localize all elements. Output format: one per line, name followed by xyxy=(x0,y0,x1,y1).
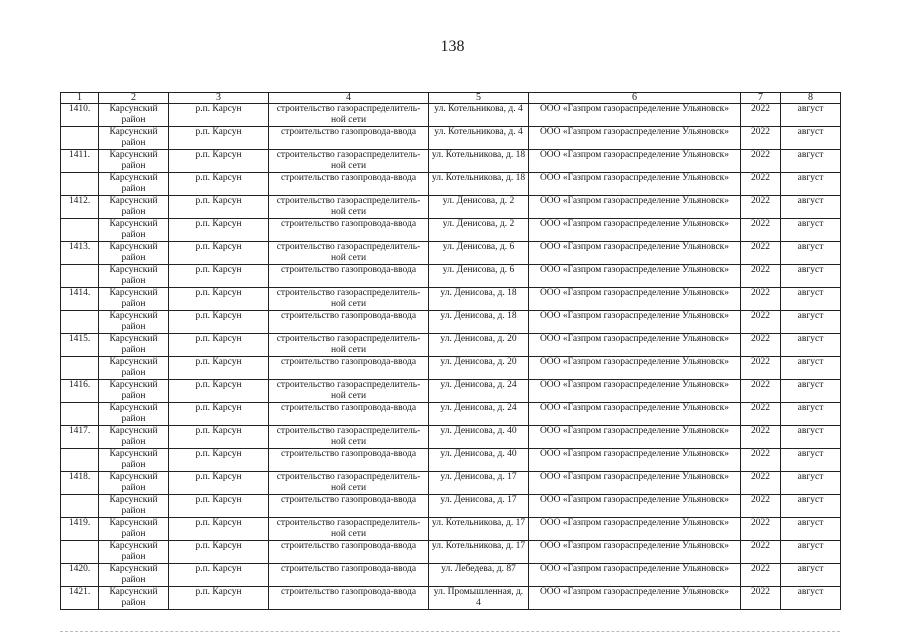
cell-year: 2022 xyxy=(741,127,781,150)
cell-number: 1410. xyxy=(61,104,99,127)
cell-number: 1416. xyxy=(61,380,99,403)
cell-address: ул. Денисова, д. 17 xyxy=(429,472,529,495)
column-header: 4 xyxy=(269,93,429,104)
cell-year: 2022 xyxy=(741,104,781,127)
page-edge-line xyxy=(60,631,840,632)
table-row xyxy=(61,219,841,242)
cell-locality: р.п. Карсун xyxy=(169,380,269,403)
column-header: 6 xyxy=(529,93,741,104)
cell-month: август xyxy=(781,150,841,173)
cell-work-type: строительство газопровода-ввода xyxy=(269,587,429,610)
cell-organization: ООО «Газпром газораспределение Ульяновск» xyxy=(529,380,741,403)
cell-address: ул. Промышленная, д. 4 xyxy=(429,587,529,610)
cell-year: 2022 xyxy=(741,242,781,265)
table-row xyxy=(61,127,841,150)
cell-month: август xyxy=(781,242,841,265)
cell-number xyxy=(61,541,99,564)
cell-district: Карсунский район xyxy=(99,403,169,426)
cell-address: ул. Котельникова, д. 18 xyxy=(429,150,529,173)
table-row xyxy=(61,150,841,173)
cell-address: ул. Денисова, д. 6 xyxy=(429,242,529,265)
cell-address: ул. Котельникова, д. 17 xyxy=(429,541,529,564)
cell-number xyxy=(61,265,99,288)
table-row xyxy=(61,311,841,334)
cell-work-type: строительство газопровода-ввода xyxy=(269,219,429,242)
cell-organization: ООО «Газпром газораспределение Ульяновск» xyxy=(529,127,741,150)
cell-work-type: строительство газопровода-ввода xyxy=(269,357,429,380)
cell-number xyxy=(61,219,99,242)
cell-address: ул. Денисова, д. 40 xyxy=(429,426,529,449)
table-row xyxy=(61,587,841,610)
table-row xyxy=(61,265,841,288)
cell-number xyxy=(61,127,99,150)
cell-number: 1417. xyxy=(61,426,99,449)
cell-organization: ООО «Газпром газораспределение Ульяновск» xyxy=(529,472,741,495)
column-header: 2 xyxy=(99,93,169,104)
cell-district: Карсунский район xyxy=(99,426,169,449)
cell-district: Карсунский район xyxy=(99,104,169,127)
cell-locality: р.п. Карсун xyxy=(169,196,269,219)
cell-district: Карсунский район xyxy=(99,242,169,265)
cell-year: 2022 xyxy=(741,357,781,380)
cell-month: август xyxy=(781,196,841,219)
cell-address: ул. Денисова, д. 24 xyxy=(429,380,529,403)
cell-address: ул. Котельникова, д. 4 xyxy=(429,104,529,127)
cell-address: ул. Денисова, д. 2 xyxy=(429,219,529,242)
cell-address: ул. Денисова, д. 20 xyxy=(429,334,529,357)
cell-district: Карсунский район xyxy=(99,495,169,518)
cell-organization: ООО «Газпром газораспределение Ульяновск» xyxy=(529,449,741,472)
cell-number: 1415. xyxy=(61,334,99,357)
table-row xyxy=(61,196,841,219)
cell-district: Карсунский район xyxy=(99,265,169,288)
table-row xyxy=(61,242,841,265)
cell-district: Карсунский район xyxy=(99,334,169,357)
cell-year: 2022 xyxy=(741,150,781,173)
cell-year: 2022 xyxy=(741,518,781,541)
cell-month: август xyxy=(781,219,841,242)
table-row xyxy=(61,380,841,403)
cell-month: август xyxy=(781,472,841,495)
cell-organization: ООО «Газпром газораспределение Ульяновск» xyxy=(529,403,741,426)
cell-organization: ООО «Газпром газораспределение Ульяновск» xyxy=(529,265,741,288)
table-body xyxy=(61,104,841,610)
cell-address: ул. Денисова, д. 6 xyxy=(429,265,529,288)
cell-organization: ООО «Газпром газораспределение Ульяновск» xyxy=(529,541,741,564)
cell-district: Карсунский район xyxy=(99,311,169,334)
cell-address: ул. Денисова, д. 20 xyxy=(429,357,529,380)
cell-district: Карсунский район xyxy=(99,196,169,219)
cell-district: Карсунский район xyxy=(99,380,169,403)
cell-year: 2022 xyxy=(741,426,781,449)
cell-work-type: строительство газораспределитель-ной сети xyxy=(269,518,429,541)
cell-address: ул. Лебедева, д. 87 xyxy=(429,564,529,587)
cell-month: август xyxy=(781,403,841,426)
cell-work-type: строительство газопровода-ввода xyxy=(269,311,429,334)
cell-district: Карсунский район xyxy=(99,127,169,150)
cell-address: ул. Денисова, д. 18 xyxy=(429,311,529,334)
cell-work-type: строительство газопровода-ввода xyxy=(269,564,429,587)
cell-work-type: строительство газораспределитель-ной сети xyxy=(269,472,429,495)
header-row xyxy=(61,93,841,104)
table-row xyxy=(61,357,841,380)
cell-number xyxy=(61,495,99,518)
table-row xyxy=(61,495,841,518)
cell-district: Карсунский район xyxy=(99,219,169,242)
cell-district: Карсунский район xyxy=(99,518,169,541)
cell-number xyxy=(61,403,99,426)
cell-work-type: строительство газораспределитель-ной сети xyxy=(269,196,429,219)
cell-year: 2022 xyxy=(741,173,781,196)
cell-year: 2022 xyxy=(741,541,781,564)
cell-work-type: строительство газораспределитель-ной сети xyxy=(269,380,429,403)
cell-district: Карсунский район xyxy=(99,357,169,380)
cell-locality: р.п. Карсун xyxy=(169,564,269,587)
column-header: 5 xyxy=(429,93,529,104)
cell-work-type: строительство газораспределитель-ной сети xyxy=(269,288,429,311)
cell-work-type: строительство газопровода-ввода xyxy=(269,403,429,426)
cell-locality: р.п. Карсун xyxy=(169,265,269,288)
cell-year: 2022 xyxy=(741,219,781,242)
cell-work-type: строительство газораспределитель-ной сети xyxy=(269,242,429,265)
cell-organization: ООО «Газпром газораспределение Ульяновск» xyxy=(529,288,741,311)
cell-organization: ООО «Газпром газораспределение Ульяновск» xyxy=(529,196,741,219)
table-row xyxy=(61,426,841,449)
cell-work-type: строительство газопровода-ввода xyxy=(269,495,429,518)
cell-year: 2022 xyxy=(741,380,781,403)
table-row xyxy=(61,518,841,541)
cell-month: август xyxy=(781,334,841,357)
cell-address: ул. Котельникова, д. 18 xyxy=(429,173,529,196)
cell-district: Карсунский район xyxy=(99,587,169,610)
cell-year: 2022 xyxy=(741,265,781,288)
cell-year: 2022 xyxy=(741,288,781,311)
cell-locality: р.п. Карсун xyxy=(169,541,269,564)
cell-month: август xyxy=(781,564,841,587)
table-row xyxy=(61,334,841,357)
cell-year: 2022 xyxy=(741,403,781,426)
cell-year: 2022 xyxy=(741,311,781,334)
cell-month: август xyxy=(781,518,841,541)
cell-work-type: строительство газораспределитель-ной сети xyxy=(269,150,429,173)
cell-work-type: строительство газораспределитель-ной сети xyxy=(269,104,429,127)
cell-year: 2022 xyxy=(741,564,781,587)
cell-month: август xyxy=(781,127,841,150)
cell-month: август xyxy=(781,104,841,127)
cell-locality: р.п. Карсун xyxy=(169,357,269,380)
cell-year: 2022 xyxy=(741,472,781,495)
cell-month: август xyxy=(781,288,841,311)
cell-address: ул. Денисова, д. 18 xyxy=(429,288,529,311)
cell-month: август xyxy=(781,311,841,334)
table-row xyxy=(61,104,841,127)
cell-district: Карсунский район xyxy=(99,564,169,587)
cell-organization: ООО «Газпром газораспределение Ульяновск» xyxy=(529,587,741,610)
cell-work-type: строительство газопровода-ввода xyxy=(269,127,429,150)
cell-organization: ООО «Газпром газораспределение Ульяновск» xyxy=(529,311,741,334)
cell-number xyxy=(61,311,99,334)
cell-locality: р.п. Карсун xyxy=(169,518,269,541)
cell-organization: ООО «Газпром газораспределение Ульяновск» xyxy=(529,242,741,265)
table-row xyxy=(61,449,841,472)
cell-work-type: строительство газопровода-ввода xyxy=(269,173,429,196)
cell-work-type: строительство газопровода-ввода xyxy=(269,449,429,472)
cell-address: ул. Котельникова, д. 17 xyxy=(429,518,529,541)
cell-organization: ООО «Газпром газораспределение Ульяновск» xyxy=(529,334,741,357)
cell-month: август xyxy=(781,426,841,449)
cell-year: 2022 xyxy=(741,587,781,610)
cell-month: август xyxy=(781,265,841,288)
cell-locality: р.п. Карсун xyxy=(169,472,269,495)
cell-district: Карсунский район xyxy=(99,173,169,196)
cell-number: 1411. xyxy=(61,150,99,173)
cell-year: 2022 xyxy=(741,196,781,219)
cell-work-type: строительство газопровода-ввода xyxy=(269,265,429,288)
cell-number xyxy=(61,173,99,196)
cell-work-type: строительство газопровода-ввода xyxy=(269,541,429,564)
cell-locality: р.п. Карсун xyxy=(169,242,269,265)
cell-year: 2022 xyxy=(741,449,781,472)
cell-district: Карсунский район xyxy=(99,288,169,311)
column-header: 3 xyxy=(169,93,269,104)
cell-address: ул. Котельникова, д. 4 xyxy=(429,127,529,150)
cell-number: 1420. xyxy=(61,564,99,587)
column-header: 8 xyxy=(781,93,841,104)
cell-organization: ООО «Газпром газораспределение Ульяновск» xyxy=(529,426,741,449)
cell-number xyxy=(61,357,99,380)
table-row xyxy=(61,472,841,495)
cell-number: 1421. xyxy=(61,587,99,610)
cell-number: 1413. xyxy=(61,242,99,265)
cell-number: 1412. xyxy=(61,196,99,219)
cell-locality: р.п. Карсун xyxy=(169,219,269,242)
page-number: 138 xyxy=(440,38,465,55)
cell-organization: ООО «Газпром газораспределение Ульяновск» xyxy=(529,104,741,127)
cell-month: август xyxy=(781,449,841,472)
table-row xyxy=(61,403,841,426)
cell-locality: р.п. Карсун xyxy=(169,150,269,173)
cell-organization: ООО «Газпром газораспределение Ульяновск» xyxy=(529,219,741,242)
cell-work-type: строительство газораспределитель-ной сети xyxy=(269,426,429,449)
cell-address: ул. Денисова, д. 24 xyxy=(429,403,529,426)
cell-organization: ООО «Газпром газораспределение Ульяновск» xyxy=(529,495,741,518)
cell-district: Карсунский район xyxy=(99,449,169,472)
cell-district: Карсунский район xyxy=(99,472,169,495)
cell-month: август xyxy=(781,495,841,518)
cell-locality: р.п. Карсун xyxy=(169,403,269,426)
cell-organization: ООО «Газпром газораспределение Ульяновск» xyxy=(529,357,741,380)
cell-year: 2022 xyxy=(741,495,781,518)
cell-locality: р.п. Карсун xyxy=(169,173,269,196)
cell-number: 1419. xyxy=(61,518,99,541)
cell-number xyxy=(61,449,99,472)
cell-month: август xyxy=(781,587,841,610)
registry-table xyxy=(60,92,841,610)
cell-locality: р.п. Карсун xyxy=(169,495,269,518)
table-row xyxy=(61,173,841,196)
cell-organization: ООО «Газпром газораспределение Ульяновск» xyxy=(529,564,741,587)
cell-locality: р.п. Карсун xyxy=(169,449,269,472)
cell-district: Карсунский район xyxy=(99,541,169,564)
cell-locality: р.п. Карсун xyxy=(169,127,269,150)
cell-locality: р.п. Карсун xyxy=(169,426,269,449)
cell-locality: р.п. Карсун xyxy=(169,334,269,357)
cell-address: ул. Денисова, д. 17 xyxy=(429,495,529,518)
cell-month: август xyxy=(781,357,841,380)
cell-number: 1414. xyxy=(61,288,99,311)
cell-locality: р.п. Карсун xyxy=(169,311,269,334)
cell-month: август xyxy=(781,541,841,564)
cell-month: август xyxy=(781,380,841,403)
table-row xyxy=(61,288,841,311)
cell-number: 1418. xyxy=(61,472,99,495)
cell-year: 2022 xyxy=(741,334,781,357)
cell-work-type: строительство газораспределитель-ной сети xyxy=(269,334,429,357)
column-header: 1 xyxy=(61,93,99,104)
cell-organization: ООО «Газпром газораспределение Ульяновск» xyxy=(529,150,741,173)
cell-address: ул. Денисова, д. 2 xyxy=(429,196,529,219)
cell-organization: ООО «Газпром газораспределение Ульяновск» xyxy=(529,518,741,541)
cell-district: Карсунский район xyxy=(99,150,169,173)
cell-locality: р.п. Карсун xyxy=(169,104,269,127)
column-header: 7 xyxy=(741,93,781,104)
cell-locality: р.п. Карсун xyxy=(169,288,269,311)
cell-organization: ООО «Газпром газораспределение Ульяновск» xyxy=(529,173,741,196)
table-row xyxy=(61,564,841,587)
table-row xyxy=(61,541,841,564)
cell-address: ул. Денисова, д. 40 xyxy=(429,449,529,472)
cell-month: август xyxy=(781,173,841,196)
cell-locality: р.п. Карсун xyxy=(169,587,269,610)
